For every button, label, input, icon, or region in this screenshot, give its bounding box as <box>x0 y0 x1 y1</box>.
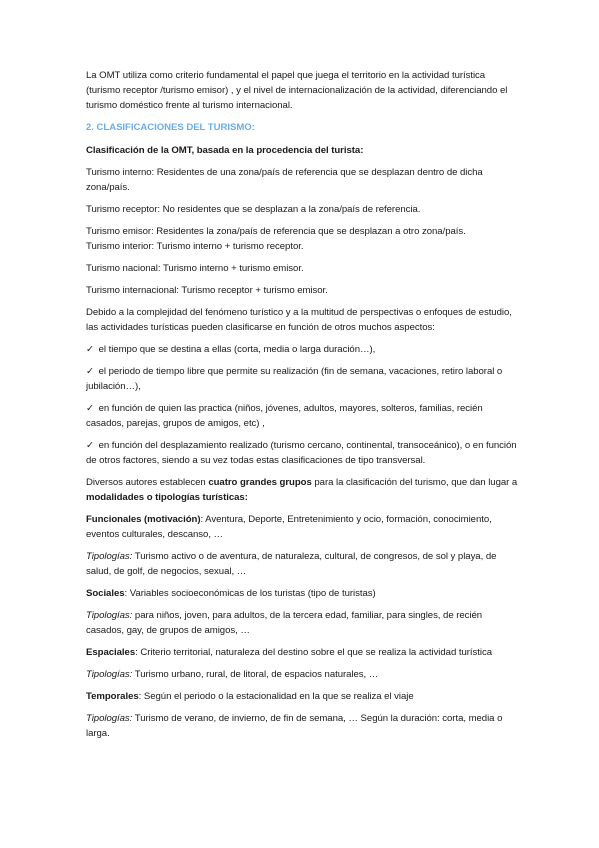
tipologias-text: Turismo activo o de aventura, de naturaleza, cultural, de congresos, de sol y playa, de salud, de golf, de negocios, sexual, … <box>86 551 497 577</box>
def-turismo-emisor: Turismo emisor: Residentes la zona/país de referencia que se desplazan a otro zona/país. <box>86 226 466 237</box>
tipologias-text: Turismo urbano, rural, de litoral, de espacios naturales, … <box>132 669 379 680</box>
complexity-paragraph: Debido a la complejidad del fenómeno turístico y a la multitud de perspectivas o enfoques de estudio, las actividades turísticas pueden clasificarse en función de otros muchos aspectos: <box>86 307 512 333</box>
check-icon: ✓ <box>86 366 94 377</box>
check-item-text: en función del desplazamiento realizado (turismo cercano, continental, transoceánico), o en función de otros factores, siendo a su vez todas estas clasificaciones de tipo transversal. <box>86 440 517 466</box>
intro-paragraph: La OMT utiliza como criterio fundamental el papel que juega el territorio en la actividad turística (turismo receptor /turismo emisor) , y el nivel de internacionalización de la actividad, diferenciando el turismo doméstico frente al turismo internacional. <box>86 70 508 111</box>
check-item-who <box>86 401 518 431</box>
check-icon: ✓ <box>86 344 94 355</box>
check-item-text: el periodo de tiempo libre que permite su realización (fin de semana, vacaciones, retiro laboral o jubilación…), <box>86 366 503 392</box>
groups-text: Diversos autores establecen <box>86 477 209 488</box>
check-item-duration <box>86 342 518 357</box>
tipologias-sociales <box>86 608 518 638</box>
tipologias-text: Turismo de verano, de invierno, de fin de semana, … Según la duración: corta, media o larga. <box>86 713 503 739</box>
section-heading: 2. CLASIFICACIONES DEL TURISMO: <box>86 122 255 133</box>
check-item-text: el tiempo que se destina a ellas (corta, media o larga duración…), <box>98 344 376 355</box>
check-item-displacement <box>86 438 518 468</box>
check-icon: ✓ <box>86 403 94 414</box>
group-label: Sociales <box>86 588 125 599</box>
tipologias-label: Tipologías: <box>86 551 133 562</box>
group-label: Espaciales <box>86 647 136 658</box>
group-label: Funcionales (motivación) <box>86 514 201 525</box>
group-sociales <box>86 586 518 601</box>
def-turismo-receptor: Turismo receptor: No residentes que se desplazan a la zona/país de referencia. <box>86 204 421 215</box>
tipologias-temporales <box>86 711 518 741</box>
group-text: : Según el periodo o la estacionalidad en la que se realiza el viaje <box>138 691 414 702</box>
group-temporales <box>86 689 518 704</box>
def-turismo-interno: Turismo interno: Residentes de una zona/país de referencia que se desplazan dentro de dicha zona/país. <box>86 167 483 193</box>
tipologias-label: Tipologías: <box>86 669 133 680</box>
def-turismo-internacional: Turismo internacional: Turismo receptor + turismo emisor. <box>86 285 328 296</box>
group-text: : Aventura, Deporte, Entretenimiento y ocio, formación, conocimiento, eventos culturales, descanso, … <box>86 514 492 540</box>
tipologias-text: para niños, joven, para adultos, de la tercera edad, familiar, para singles, de recién casados, gay, de grupos de amigos, … <box>86 610 483 636</box>
groups-paragraph <box>86 475 518 505</box>
def-turismo-nacional: Turismo nacional: Turismo interno + turismo emisor. <box>86 263 304 274</box>
def-turismo-interior: Turismo interior: Turismo interno + turismo receptor. <box>86 241 304 252</box>
group-text: : Variables socioeconómicas de los turistas (tipo de turistas) <box>124 588 376 599</box>
group-text: : Criterio territorial, naturaleza del destino sobre el que se realiza la actividad turística <box>135 647 493 658</box>
groups-bold: cuatro grandes grupos <box>208 477 312 488</box>
tipologias-label: Tipologías: <box>86 713 133 724</box>
tipologias-funcionales <box>86 549 518 579</box>
group-label: Temporales <box>86 691 139 702</box>
document-page <box>86 68 518 748</box>
group-espaciales <box>86 645 518 660</box>
groups-text: para la clasificación del turismo, que dan lugar a <box>311 477 518 488</box>
tipologias-label: Tipologías: <box>86 610 133 621</box>
tipologias-espaciales <box>86 667 518 682</box>
group-funcionales <box>86 512 518 542</box>
omt-classification-title: Clasificación de la OMT, basada en la procedencia del turista: <box>86 145 364 156</box>
check-item-free-time <box>86 364 518 394</box>
check-item-text: en función de quien las practica (niños, jóvenes, adultos, mayores, solteros, familias, recién casados, parejas, grupos de amigos, etc) , <box>86 403 483 429</box>
groups-bold: modalidades o tipologías turísticas: <box>86 492 248 503</box>
check-icon: ✓ <box>86 440 94 451</box>
